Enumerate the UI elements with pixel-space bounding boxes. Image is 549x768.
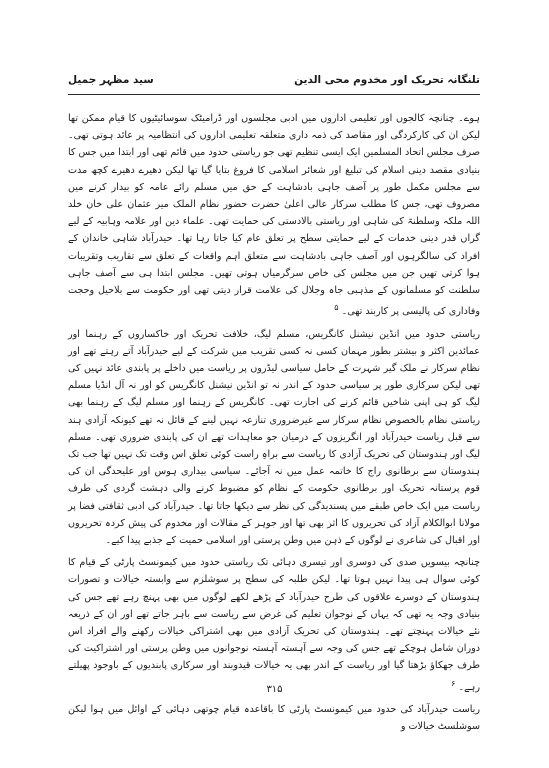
footnote-marker: ۵ (334, 303, 339, 313)
book-title: تلنگانہ تحریک اور مخدوم محی الدین (294, 74, 480, 86)
author-name: سید مظہر جمیل (68, 74, 154, 86)
running-header (68, 70, 480, 94)
paragraph: ریاستی حدود میں انڈین نیشنل کانگریس، مسلم لیگ، خلافت تحریک اور خاکساروں کے رہنما اور عمائدین اکثر و بیشتر بطور مہمان کسی نہ کسی تقریب میں شرکت کے لیے حیدرآباد آتے رہتے تھے اور نظام سرکار نے ملک گیر شہرت کے حامل سیاسی لیڈروں پر ریاست میں داخلے پر پابندی عائد نہیں کی تھی لیکن سرکاری طور پر سیاسی حدود کے اندر نہ تو انڈین نیشنل کانگریس کو اور نہ آل انڈیا مسلم لیگ کو ہی اپنی شاخیں قائم کرنے کی اجازت تھی۔ کانگریس کے رہنما اور مسلم لیگ کے رہنما بھی ریاستی نظام بالخصوص نظام سرکار سے غیرضروری تنازعہ نہیں لینے کے قائل نہ تھے کیونکہ آزادی ہند سے قبل ریاست حیدرآباد اور انگریزوں کے درمیان جو معاہدات تھے ان کی پابندی ضروری تھی۔ مسلم لیگ اور ہندوستان کی تحریک آزادی کا ریاست سے براہِ راست کوئی تعلق اس وقت تک نہیں تھا جب تک ہندوستان سے برطانوی راج کا خاتمہ عمل میں نہ آجائے۔ سیاسی بیداری ہوس اور علیحدگی ان کی قوم پرستانہ تحریک اور برطانوی حکومت کے نظام کو مضبوط کرنے والی دہشت گردی کی طرف ریاست میں ایک خاص طبقے میں پسندیدگی کی نظر سے دیکھا جاتا تھا۔ حیدرآباد کی ادبی ثقافتی فضا پر مولانا ابوالکلام آزاد کی تحریروں کا اثر بھی تھا اور جوہر کے مقالات اور مخدوم کی پیش کردہ تحریروں اور اقبال کی شاعری نے لوگوں کے ذہن میں وطن پرستی اور اسلامی حمیت کے جذبے پیدا کیے۔ (68, 328, 480, 547)
body-text (68, 110, 480, 740)
paragraph: چنانچہ بیسویں صدی کی دوسری اور تیسری دہائی تک ریاستی حدود میں کیمونسٹ پارٹی کے قیام کا کوئی سوال ہی پیدا نہیں ہوتا تھا۔ لیکن طلبہ کی سطح پر سوشلزم سے وابستہ خیالات و تصورات ہندوستان کے دوسرے علاقوں کی طرح حیدرآباد کے پڑھے لکھے لوگوں میں بھی پہنچ رہے تھے جس کی بنیادی وجہ یہ تھی کہ یہاں کے نوجوان تعلیم کی غرض سے ریاست سے باہر جاتے تھے اور ان کے ذریعہ نئے خیالات پہنچتے تھے۔ ہندوستان کی تحریک آزادی میں بھی اشتراکی خیالات رکھنے والے افراد اس دوران شامل ہوچکے تھے جس کی وجہ سے آہستہ آہستہ نوجوانوں میں وطن پرستی اور اشتراکیت کی طرف جھکاؤ بڑھتا گیا اور ریاست کے اندر بھی یہ خیالات قیدوبند اور سرکاری پابندیوں کے باوجود پھیلتے رہے۔ $^۶$ (68, 557, 480, 693)
page-number: ۳۱۵ (266, 684, 283, 695)
paragraph: ہوے۔ چنانچہ کالجوں اور تعلیمی اداروں میں ادبی مجلسوں اور ڈرامیٹک سوسائیٹیوں کا قیام ممکن تھا لیکن ان کی کارکردگی اور مقاصد کی ذمہ داری متعلقہ تعلیمی اداروں کی انتظامیہ پر عائد ہوتی تھی۔ صرف مجلس اتحاد المسلمین ایک ایسی تنظیم تھی جو ریاستی حدود میں قائم تھی اور ابتدا میں جس کا بنیادی مقصد دینی اسلام کی تبلیغ اور شعائر اسلامی کا فروغ بتایا گیا تھا لیکن دھیرے دھیرے کچھ مدت سے مجلس مکمل طور پر آصف جاہی بادشاہت کے حق میں مسلم رائے عامہ کو بیدار کرنے میں مصروف تھی، جس کا مطلب سرکار عالی اعلیٰ حضرت حضور نظام الملک میر عثمان علی خان خلد اللہ ملکہ وسلطنۃ کی شاہی اور ریاستی بالادستی کی حمایت تھی۔ علماء دین اور علامہ وہابیہ کے لیے گراں قدر دینی خدمات کے لیے حمایتی سطح پر تعلق عام کیا جاتا رہا تھا۔ حیدرآباد شاہی خاندان کے افراد کی سالگرہوں اور آصف جاہی بادشاہت سے متعلق اہم واقعات کے تعلق سے تقاریب وتقریبات ہوا کرتی تھیں جن میں مجلس کی خاص سرگرمیاں ہوتی تھیں۔ مجلس ابتدا ہی سے آصف جاہی سلطنت کو مسلمانوں کے مذہبی جاہ وجلال کی علامت قرار دیتی تھی اور حکومت سے بلاحیل وحجت وفاداری کی پالیسی پر کاربند تھی۔ $^۵$ (68, 113, 480, 318)
header-rule (68, 94, 480, 95)
footnote-marker: ۶ (451, 678, 456, 688)
paragraph: ریاست حیدرآباد کی حدود میں کیمونسٹ پارٹی کا باقاعدہ قیام چوتھی دہائی کے اوائل میں ہوا لیکن سوشلسٹ خیالات و (68, 704, 480, 733)
